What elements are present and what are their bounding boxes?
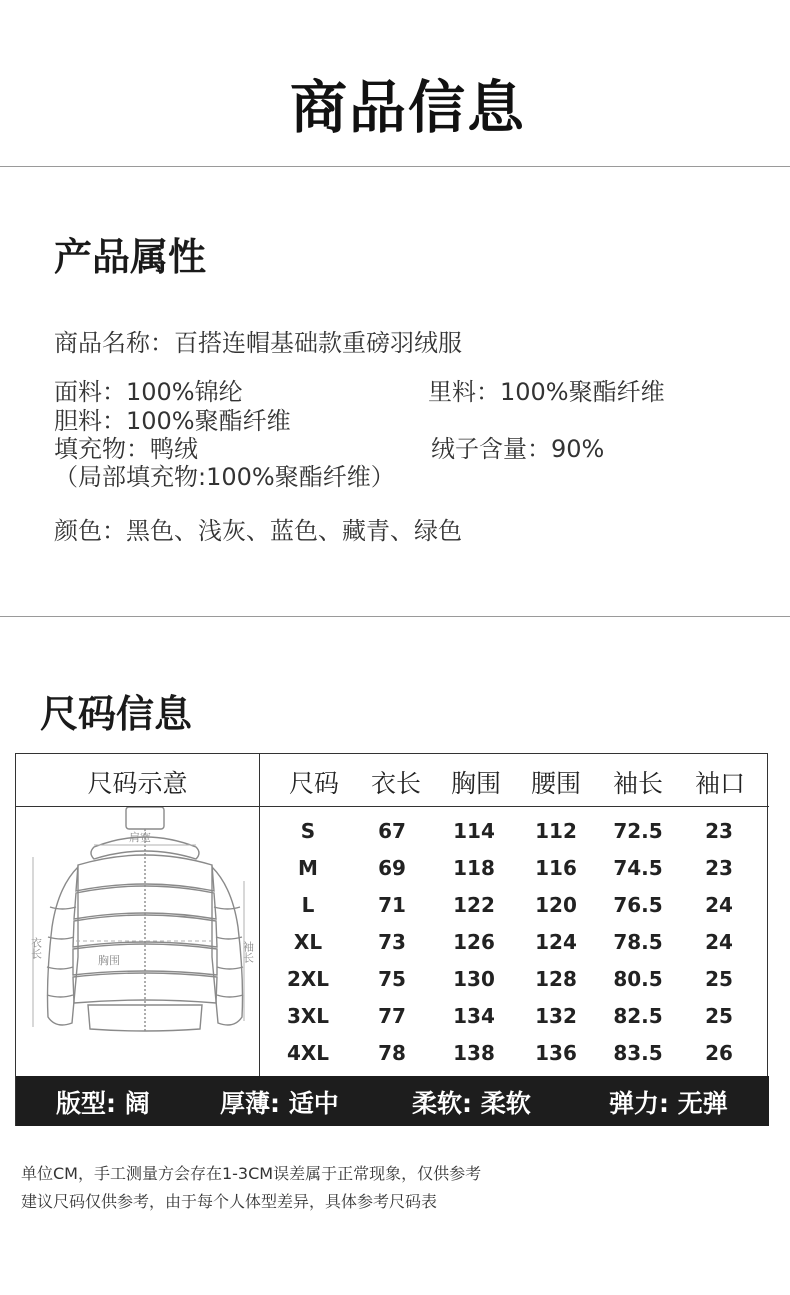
cell-sleeve: 74.5 [613, 856, 663, 880]
table-row [16, 819, 769, 845]
product-name: 商品名称：百搭连帽基础款重磅羽绒服 [54, 329, 462, 357]
cell-sleeve: 83.5 [613, 1041, 663, 1065]
cell-length: 69 [378, 856, 406, 880]
shoulder-label: 肩宽 [129, 831, 151, 844]
col-header-sleeve: 袖长 [612, 769, 663, 798]
cell-length: 78 [378, 1041, 406, 1065]
sleeve-label: 袖长 [241, 941, 255, 963]
cell-cuff: 25 [705, 1004, 733, 1028]
diagram-header: 尺码示意 [87, 769, 188, 798]
chest-label: 胸围 [98, 954, 120, 967]
down-content-attr: 绒子含量：90% [431, 435, 605, 463]
cell-cuff: 24 [705, 930, 733, 954]
thickness: 厚薄: 适中 [220, 1089, 339, 1118]
cell-waist: 116 [535, 856, 577, 880]
cell-waist: 112 [535, 819, 577, 843]
table-row [16, 893, 769, 919]
cell-chest: 122 [453, 893, 495, 917]
cell-length: 77 [378, 1004, 406, 1028]
cell-size: S [300, 819, 316, 843]
cell-sleeve: 78.5 [613, 930, 663, 954]
cell-chest: 138 [453, 1041, 495, 1065]
cell-cuff: 24 [705, 893, 733, 917]
cell-chest: 114 [453, 819, 495, 843]
elasticity: 弹力: 无弹 [609, 1089, 728, 1118]
cell-sleeve: 72.5 [613, 819, 663, 843]
cell-cuff: 25 [705, 967, 733, 991]
cell-size: 4XL [286, 1041, 330, 1065]
size-advice-note: 建议尺码仅供参考，由于每个人体型差异，具体参考尺码表 [21, 1192, 438, 1211]
cell-size: 2XL [286, 967, 330, 991]
cell-chest: 134 [453, 1004, 495, 1028]
length-label: 衣长 [29, 937, 43, 959]
inner-attr: 胆料：100%聚酯纤维 [54, 407, 291, 435]
cell-chest: 126 [453, 930, 495, 954]
cell-length: 75 [378, 967, 406, 991]
cell-length: 71 [378, 893, 406, 917]
cell-length: 67 [378, 819, 406, 843]
measurement-note: 单位CM，手工测量方会存在1-3CM误差属于正常现象，仅供参考 [21, 1164, 482, 1183]
fit-attributes-bar [16, 1076, 769, 1126]
divider-top [0, 166, 790, 167]
cell-cuff: 23 [705, 856, 733, 880]
lining-attr: 里料：100%聚酯纤维 [428, 378, 665, 406]
table-row [16, 1004, 769, 1030]
cell-sleeve: 80.5 [613, 967, 663, 991]
cell-length: 73 [378, 930, 406, 954]
col-header-waist: 腰围 [530, 769, 581, 798]
size-info-title: 尺码信息 [40, 692, 193, 736]
softness: 柔软: 柔软 [412, 1089, 531, 1118]
cell-cuff: 23 [705, 819, 733, 843]
cell-chest: 130 [453, 967, 495, 991]
page-title: 商品信息 [290, 75, 526, 141]
size-table [15, 753, 768, 1126]
cell-waist: 136 [535, 1041, 577, 1065]
attributes-title: 产品属性 [54, 235, 207, 279]
cell-size: M [298, 856, 318, 880]
partial-filling-attr: （局部填充物:100%聚酯纤维） [54, 463, 395, 491]
cell-waist: 120 [535, 893, 577, 917]
table-row [16, 967, 769, 993]
cell-sleeve: 82.5 [613, 1004, 663, 1028]
cell-size: L [301, 893, 315, 917]
table-row [16, 856, 769, 882]
col-header-length: 衣长 [370, 769, 421, 798]
fit-type: 版型: 阔 [56, 1089, 150, 1118]
col-header-size: 尺码 [288, 769, 339, 798]
size-rows [16, 807, 769, 1076]
colors-attr: 颜色：黑色、浅灰、蓝色、藏青、绿色 [54, 517, 462, 545]
cell-cuff: 26 [705, 1041, 733, 1065]
cell-size: XL [293, 930, 323, 954]
col-header-chest: 胸围 [450, 769, 501, 798]
cell-chest: 118 [453, 856, 495, 880]
divider-middle [0, 616, 790, 617]
fabric-attr: 面料：100%锦纶 [54, 378, 243, 406]
table-row [16, 1041, 769, 1067]
cell-waist: 128 [535, 967, 577, 991]
cell-waist: 132 [535, 1004, 577, 1028]
cell-size: 3XL [286, 1004, 330, 1028]
cell-waist: 124 [535, 930, 577, 954]
table-row [16, 930, 769, 956]
cell-sleeve: 76.5 [613, 893, 663, 917]
col-header-cuff: 袖口 [694, 769, 745, 798]
filling-attr: 填充物：鸭绒 [54, 435, 198, 463]
